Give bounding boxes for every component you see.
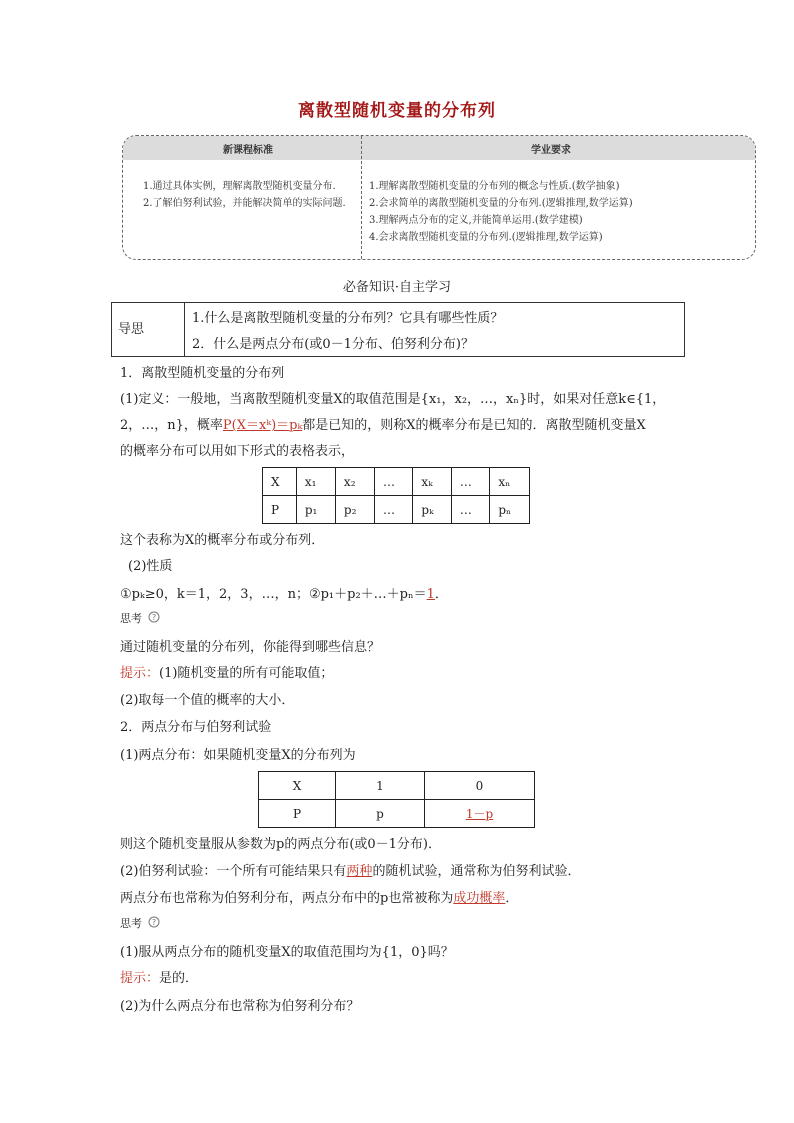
hint-label: 提示： — [120, 971, 160, 986]
think-icon — [148, 611, 160, 623]
table-cell: x₂ — [335, 468, 374, 496]
table-cell: p₂ — [335, 496, 374, 524]
success-answer: 成功概率 — [453, 891, 506, 906]
table-cell: pₙ — [490, 496, 530, 524]
table-cell: p — [336, 800, 425, 828]
standards-right-item: 4.会求离散型随机变量的分布列.(逻辑推理,数学运算) — [369, 232, 603, 243]
svg-text:?: ? — [151, 613, 156, 622]
hint-label: 提示： — [120, 666, 160, 681]
bernoulli-text: 的随机试验，通常称为伯努利试验． — [372, 864, 581, 879]
table-cell: 0 — [425, 772, 535, 800]
guide-question-2: 2．什么是两点分布(或0－1分布、伯努利分布)？ — [192, 337, 474, 352]
bernoulli-text: (2)伯努利试验：一个所有可能结果只有 — [120, 864, 347, 879]
two-point-definition: (1)两点分布：如果随机变量X的分布列为 — [120, 748, 356, 763]
table-cell: P — [263, 496, 297, 524]
definition-line-2 — [120, 414, 646, 433]
hint-line-2: (2)取每一个值的概率的大小． — [120, 693, 295, 708]
guide-label: 导思 — [118, 322, 145, 337]
table-row — [259, 800, 535, 828]
standards-divider — [361, 136, 362, 259]
bernoulli-answer: 两种 — [346, 864, 373, 879]
success-probability-line — [120, 887, 518, 906]
standards-box — [122, 135, 756, 260]
definition-text: 都是已知的，则称X的概率分布是已知的．离散型随机变量X — [302, 418, 646, 433]
distribution-table — [262, 467, 530, 524]
table-cell: P — [259, 800, 336, 828]
table-row — [263, 468, 530, 496]
think-question-1: (1)服从两点分布的随机变量X的取值范围均为{1，0}吗？ — [120, 945, 454, 960]
standards-left-item: 1.通过具体实例，理解离散型随机变量分布. — [143, 181, 336, 192]
section-1-heading: 1．离散型随机变量的分布列 — [120, 366, 285, 381]
two-point-table — [258, 771, 535, 828]
table-cell: pₖ — [413, 496, 452, 524]
table-cell: X — [263, 468, 297, 496]
think-label-text: 思考 — [120, 612, 142, 625]
table-cell: 1－p — [425, 800, 535, 828]
standards-left-item: 2.了解伯努利试验，并能解决简单的实际问题. — [143, 198, 346, 209]
hint-text: (1)随机变量的所有可能取值； — [159, 666, 334, 681]
definition-line-3: 的概率分布可以用如下形式的表格表示， — [120, 444, 355, 459]
table-cell: … — [375, 496, 413, 524]
probability-expression: P(X＝xᵏ)＝pₖ — [222, 418, 303, 433]
table-cell: p₁ — [296, 496, 335, 524]
success-text: ． — [505, 891, 519, 906]
standards-left-header: 新课程标准 — [223, 145, 273, 156]
two-point-conclusion: 则这个随机变量服从参数为p的两点分布(或0－1分布)． — [120, 837, 442, 852]
definition-line-1: (1)定义：一般地，当离散型随机变量X的取值范围是{x₁，x₂，…，xₙ}时，如果对任意k∈{1， — [120, 392, 666, 407]
success-text: 两点分布也常称为伯努利分布，两点分布中的p也常被称为 — [120, 891, 454, 906]
hint-text: 是的． — [159, 971, 199, 986]
table-cell: x₁ — [296, 468, 335, 496]
table-cell: … — [451, 468, 489, 496]
svg-text:?: ? — [151, 918, 156, 927]
think-label — [120, 610, 160, 626]
hint-line — [120, 967, 198, 986]
guide-question-1: 1.什么是离散型随机变量的分布列？它具有哪些性质？ — [192, 311, 504, 326]
table-cell: xₖ — [413, 468, 452, 496]
page-title: 离散型随机变量的分布列 — [298, 101, 496, 121]
section-2-heading: 2．两点分布与伯努利试验 — [120, 720, 272, 735]
think-question: 通过随机变量的分布列，你能得到哪些信息？ — [120, 640, 381, 655]
guide-label-cell — [112, 303, 185, 356]
think-label-text: 思考 — [120, 917, 142, 930]
table-row — [259, 772, 535, 800]
property-text: ． — [434, 587, 448, 602]
property-line — [120, 583, 448, 602]
property-heading: (2)性质 — [128, 559, 173, 574]
bernoulli-line — [120, 860, 580, 879]
property-answer: 1 — [426, 587, 435, 602]
section-heading: 必备知识·自主学习 — [342, 280, 452, 295]
standards-right-list — [369, 178, 749, 246]
after-table-text: 这个表称为X的概率分布或分布列． — [120, 533, 325, 548]
standards-right-item: 2.会求简单的离散型随机变量的分布列.(逻辑推理,数学运算) — [369, 198, 633, 209]
standards-right-item: 3.理解两点分布的定义,并能简单运用.(数学建模) — [369, 215, 583, 226]
property-text: ①pₖ≥0，k＝1，2，3，…，n；②p₁＋p₂＋…＋pₙ＝ — [120, 587, 427, 602]
table-cell: 1 — [336, 772, 425, 800]
definition-text: 2，…，n}，概率 — [120, 418, 223, 433]
table-cell: xₙ — [490, 468, 530, 496]
table-cell: … — [451, 496, 489, 524]
hint-line-1 — [120, 662, 333, 681]
think-icon — [148, 916, 160, 928]
standards-right-item: 1.理解离散型随机变量的分布列的概念与性质.(数学抽象) — [369, 181, 620, 192]
think-question-2: (2)为什么两点分布也常称为伯努利分布？ — [120, 999, 360, 1014]
standards-right-header: 学业要求 — [531, 145, 571, 156]
guide-box — [111, 302, 685, 357]
standards-header — [123, 136, 755, 160]
table-cell: … — [375, 468, 413, 496]
standards-left-list — [143, 178, 348, 212]
table-cell: X — [259, 772, 336, 800]
table-row — [263, 496, 530, 524]
think-label — [120, 915, 160, 931]
